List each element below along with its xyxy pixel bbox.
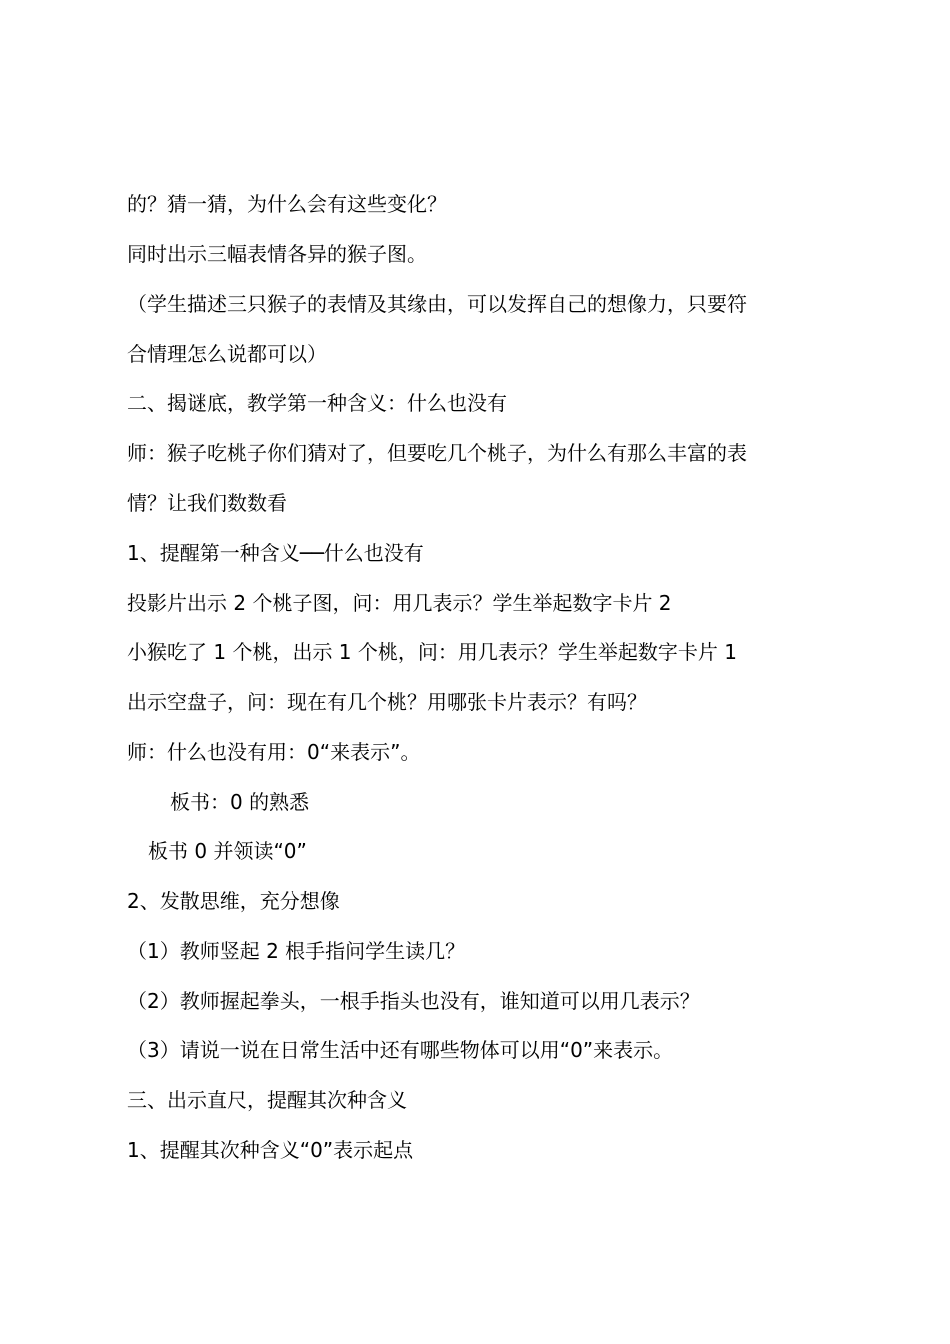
text-line: 投影片出示 2 个桃子图，问：用几表示？学生举起数字卡片 2 <box>127 591 672 615</box>
section-heading: 三、出示直尺，提醒其次种含义 <box>127 1088 407 1112</box>
text-line: 同时出示三幅表情各异的猴子图。 <box>127 242 427 266</box>
text-line: 情？让我们数数看 <box>127 491 287 515</box>
text-line: 师：猴子吃桃子你们猜对了，但要吃几个桃子，为什么有那么丰富的表 <box>127 441 747 465</box>
text-line: 合情理怎么说都可以） <box>127 342 327 366</box>
text-line: 的？猜一猜，为什么会有这些变化？ <box>127 192 447 216</box>
subsection-heading: 1、提醒第一种含义──什么也没有 <box>127 541 424 565</box>
board-note: 板书 0 并领读“0” <box>148 839 307 863</box>
list-item: （3）请说一说在日常生活中还有哪些物体可以用“0”来表示。 <box>127 1038 674 1062</box>
subsection-heading: 2、发散思维，充分想像 <box>127 889 340 913</box>
text-line: （学生描述三只猴子的表情及其缘由，可以发挥自己的想像力，只要符 <box>127 292 747 316</box>
list-item: （1）教师竖起 2 根手指问学生读几？ <box>127 939 466 963</box>
section-heading: 二、揭谜底，教学第一种含义：什么也没有 <box>127 391 507 415</box>
text-line: 出示空盘子，问：现在有几个桃？用哪张卡片表示？有吗？ <box>127 690 647 714</box>
list-item: （2）教师握起拳头，一根手指头也没有，谁知道可以用几表示？ <box>127 989 700 1013</box>
board-note: 板书：0 的熟悉 <box>170 790 310 814</box>
text-line: 小猴吃了 1 个桃，出示 1 个桃，问：用几表示？学生举起数字卡片 1 <box>127 640 737 664</box>
text-line: 师：什么也没有用：0“来表示”。 <box>127 740 421 764</box>
subsection-heading: 1、提醒其次种含义“0”表示起点 <box>127 1138 414 1162</box>
